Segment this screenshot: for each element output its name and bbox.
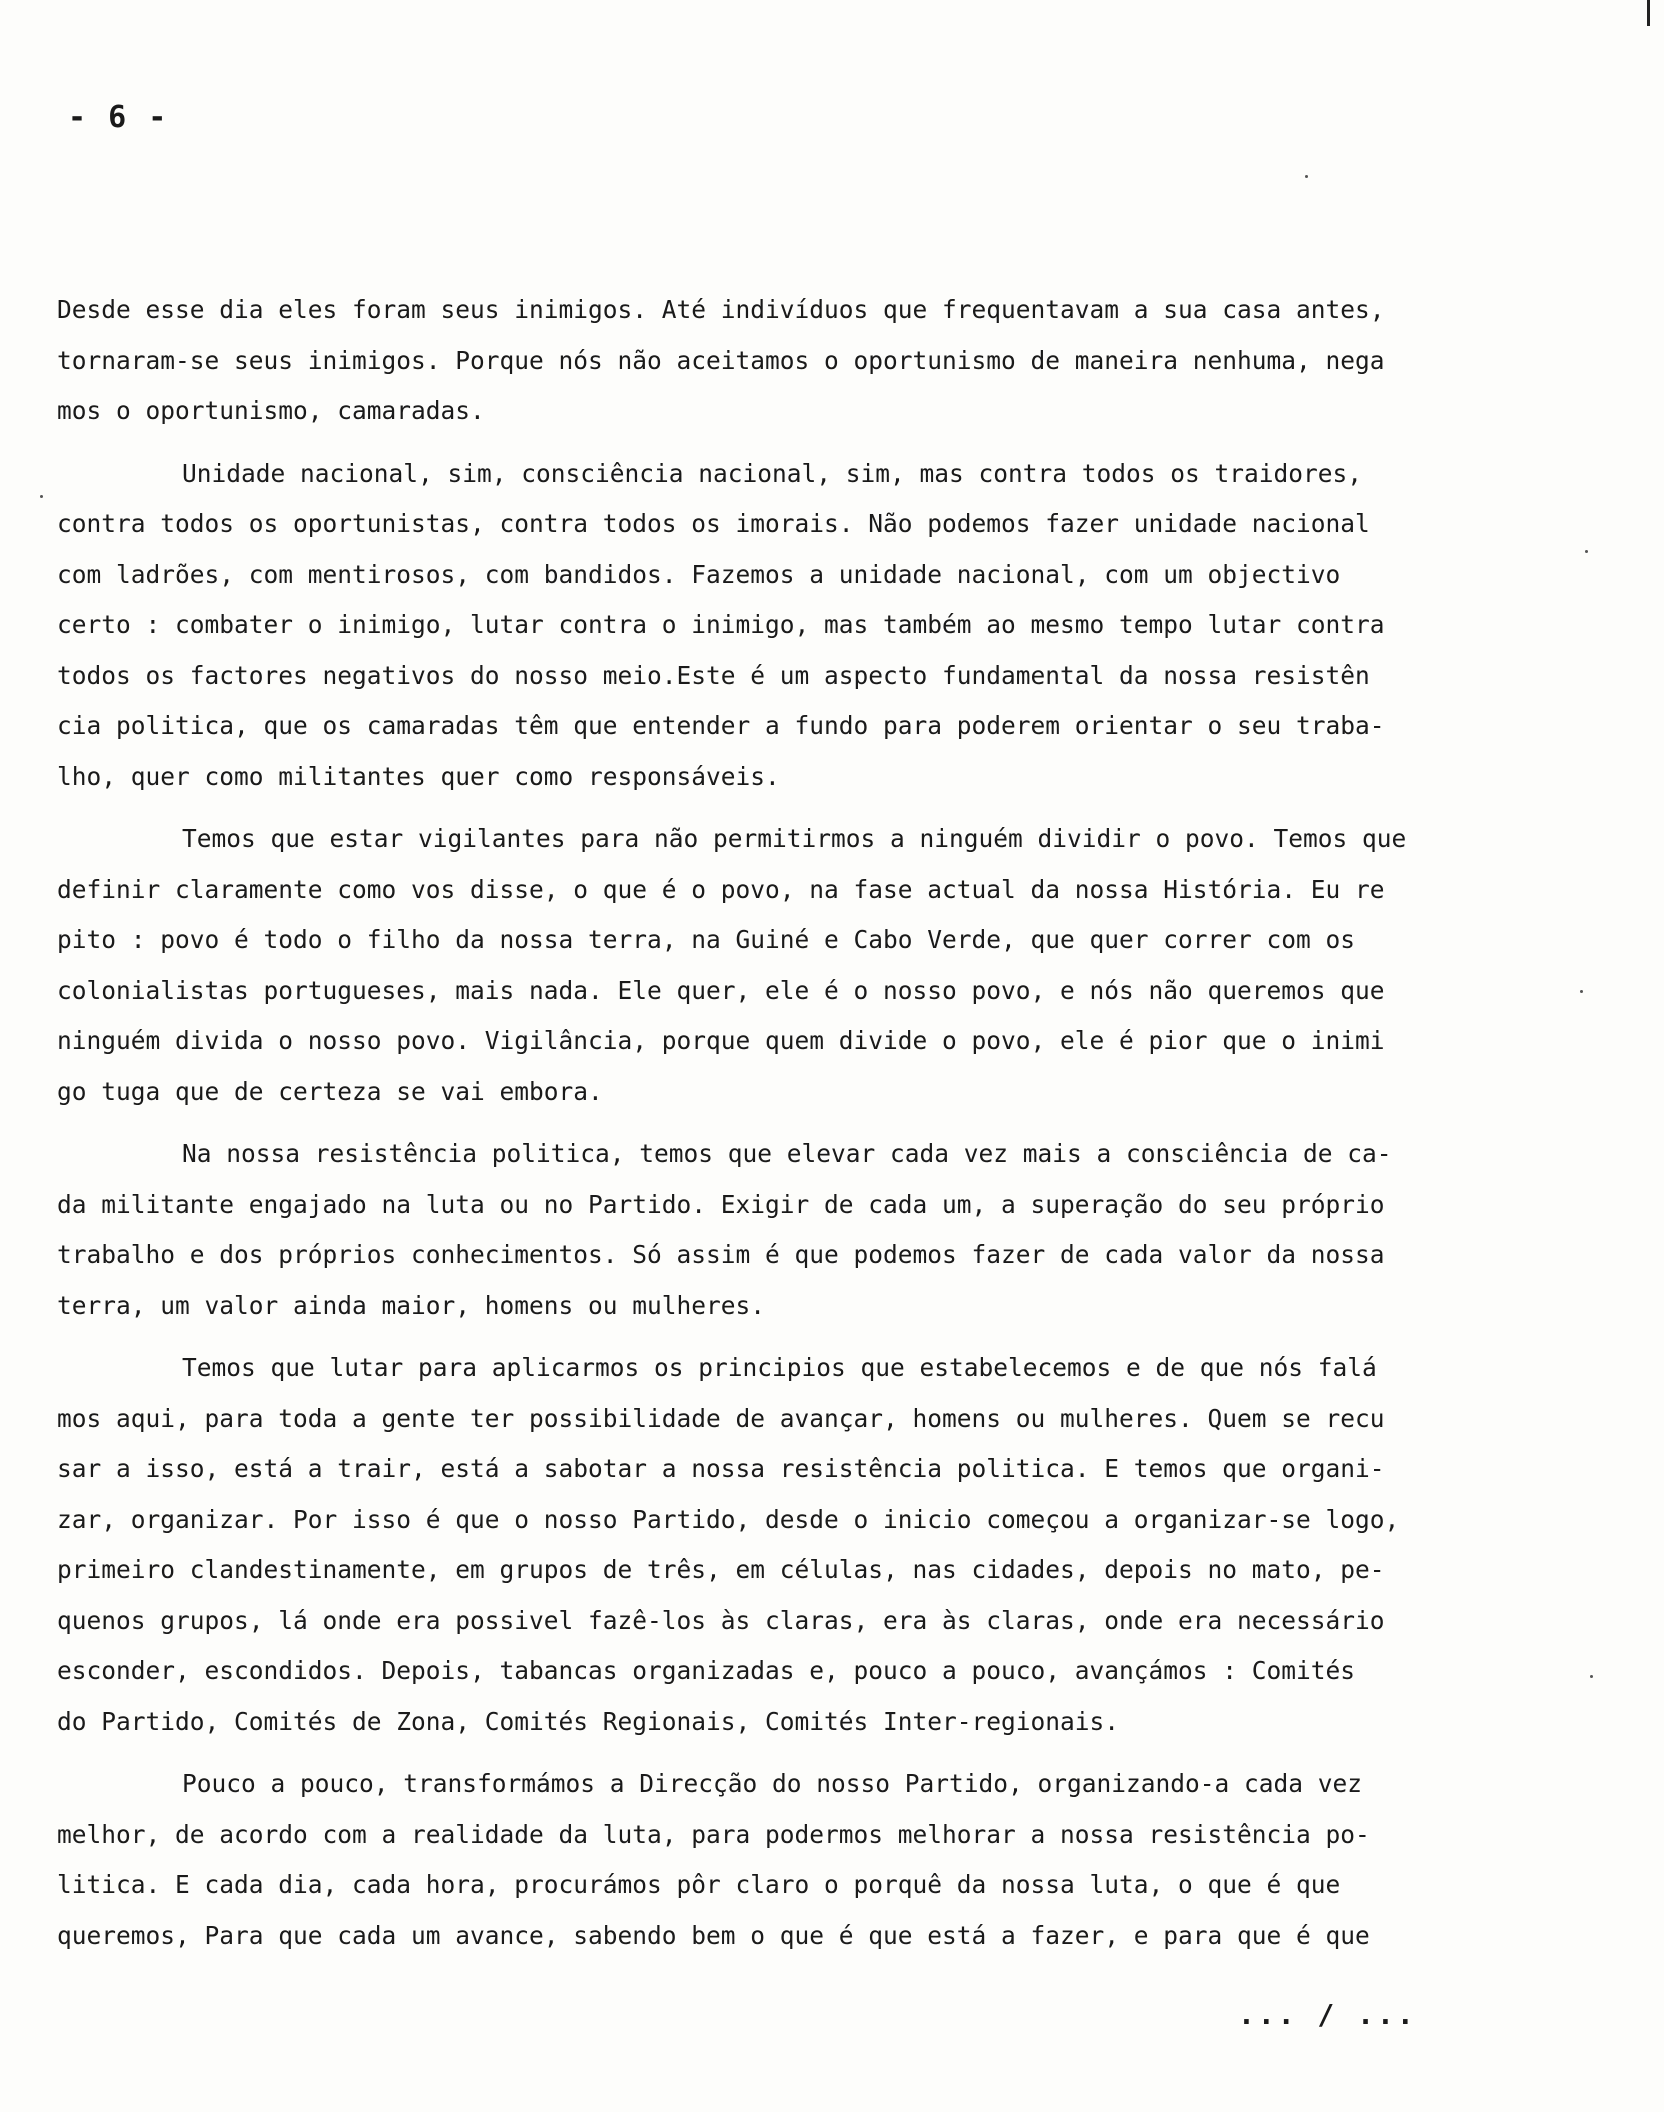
scan-edge-mark bbox=[1647, 0, 1650, 26]
text-line: mos aqui, para toda a gente ter possibilidade de avançar, homens ou mulheres. Quem se recu bbox=[57, 1403, 1385, 1433]
scan-speck bbox=[1580, 990, 1583, 993]
text-line: lho, quer como militantes quer como responsáveis. bbox=[57, 761, 780, 791]
text-line: Temos que estar vigilantes para não permitirmos a ninguém dividir o povo. Temos que bbox=[182, 824, 1407, 853]
page-number: - 6 - bbox=[68, 100, 169, 135]
text-line: go tuga que de certeza se vai embora. bbox=[57, 1076, 603, 1106]
text-line: litica. E cada dia, cada hora, procurámos pôr claro o porquê da nossa luta, o que é que bbox=[57, 1870, 1341, 1899]
text-line: quenos grupos, lá onde era possivel fazê-los às claras, era às claras, onde era necessário bbox=[57, 1605, 1385, 1635]
text-line: colonialistas portugueses, mais nada. Ele quer, ele é o nosso povo, e nós não queremos que bbox=[57, 975, 1385, 1005]
text-line: zar, organizar. Por isso é que o nosso Partido, desde o inicio começou a organizar-se logo, bbox=[57, 1504, 1400, 1534]
text-line: Temos que lutar para aplicarmos os principios que estabelecemos e de que nós falá bbox=[182, 1353, 1377, 1382]
text-line: terra, um valor ainda maior, homens ou mulheres. bbox=[57, 1290, 766, 1320]
text-line: Unidade nacional, sim, consciência nacional, sim, mas contra todos os traidores, bbox=[182, 458, 1363, 488]
text-line: melhor, de acordo com a realidade da luta, para podermos melhorar a nossa resistência po- bbox=[57, 1819, 1370, 1849]
scan-speck bbox=[1305, 175, 1308, 178]
scan-speck bbox=[40, 495, 43, 498]
text-line: primeiro clandestinamente, em grupos de três, em células, nas cidades, depois no mato, pe- bbox=[57, 1555, 1385, 1584]
text-line: certo : combater o inimigo, lutar contra o inimigo, mas também ao mesmo tempo lutar contra bbox=[57, 610, 1385, 639]
text-line: tornaram-se seus inimigos. Porque nós não aceitamos o oportunismo de maneira nenhuma, nega bbox=[57, 345, 1385, 375]
paragraph bbox=[57, 285, 1497, 437]
text-line: com ladrões, com mentirosos, com bandidos. Fazemos a unidade nacional, com um objectivo bbox=[57, 559, 1341, 589]
text-line: trabalho e dos próprios conhecimentos. Só assim é que podemos fazer de cada valor da nossa bbox=[57, 1240, 1385, 1269]
scan-speck bbox=[1590, 1675, 1593, 1678]
text-line: ninguém divida o nosso povo. Vigilância, porque quem divide o povo, ele é pior que o inimi bbox=[57, 1026, 1385, 1055]
text-line: Desde esse dia eles foram seus inimigos. Até indivíduos que frequentavam a sua casa antes, bbox=[57, 295, 1385, 324]
text-line: Na nossa resistência politica, temos que elevar cada vez mais a consciência de ca- bbox=[182, 1139, 1392, 1168]
text-line: Pouco a pouco, transformámos a Direcção do nosso Partido, organizando-a cada vez bbox=[182, 1769, 1363, 1798]
text-line: do Partido, Comités de Zona, Comités Regionais, Comités Inter-regionais. bbox=[57, 1706, 1120, 1736]
paragraph bbox=[57, 1129, 1497, 1331]
text-line: esconder, escondidos. Depois, tabancas organizadas e, pouco a pouco, avançámos : Comités bbox=[57, 1656, 1356, 1685]
text-line: pito : povo é todo o filho da nossa terra, na Guiné e Cabo Verde, que quer correr com os bbox=[57, 925, 1356, 954]
paragraph bbox=[57, 1759, 1497, 1961]
scan-speck bbox=[1585, 550, 1588, 553]
text-line: da militante engajado na luta ou no Partido. Exigir de cada um, a superação do seu próprio bbox=[57, 1189, 1385, 1219]
text-line: todos os factores negativos do nosso meio.Este é um aspecto fundamental da nossa resistên bbox=[57, 660, 1370, 690]
text-line: definir claramente como vos disse, o que é o povo, na fase actual da nossa História. Eu re bbox=[57, 874, 1385, 904]
paragraph bbox=[57, 814, 1497, 1117]
text-line: contra todos os oportunistas, contra todos os imorais. Não podemos fazer unidade nacional bbox=[57, 509, 1370, 538]
text-line: mos o oportunismo, camaradas. bbox=[57, 396, 485, 425]
paragraph bbox=[57, 449, 1497, 803]
continuation-mark: ... / ... bbox=[1238, 1998, 1417, 2031]
text-line: queremos, Para que cada um avance, sabendo bem o que é que está a fazer, e para que é que bbox=[57, 1920, 1370, 1950]
body-text bbox=[57, 285, 1497, 1973]
paragraph bbox=[57, 1343, 1497, 1747]
text-line: cia politica, que os camaradas têm que entender a fundo para poderem orientar o seu traba- bbox=[57, 711, 1385, 740]
text-line: sar a isso, está a trair, está a sabotar a nossa resistência politica. E temos que organi- bbox=[57, 1454, 1385, 1483]
